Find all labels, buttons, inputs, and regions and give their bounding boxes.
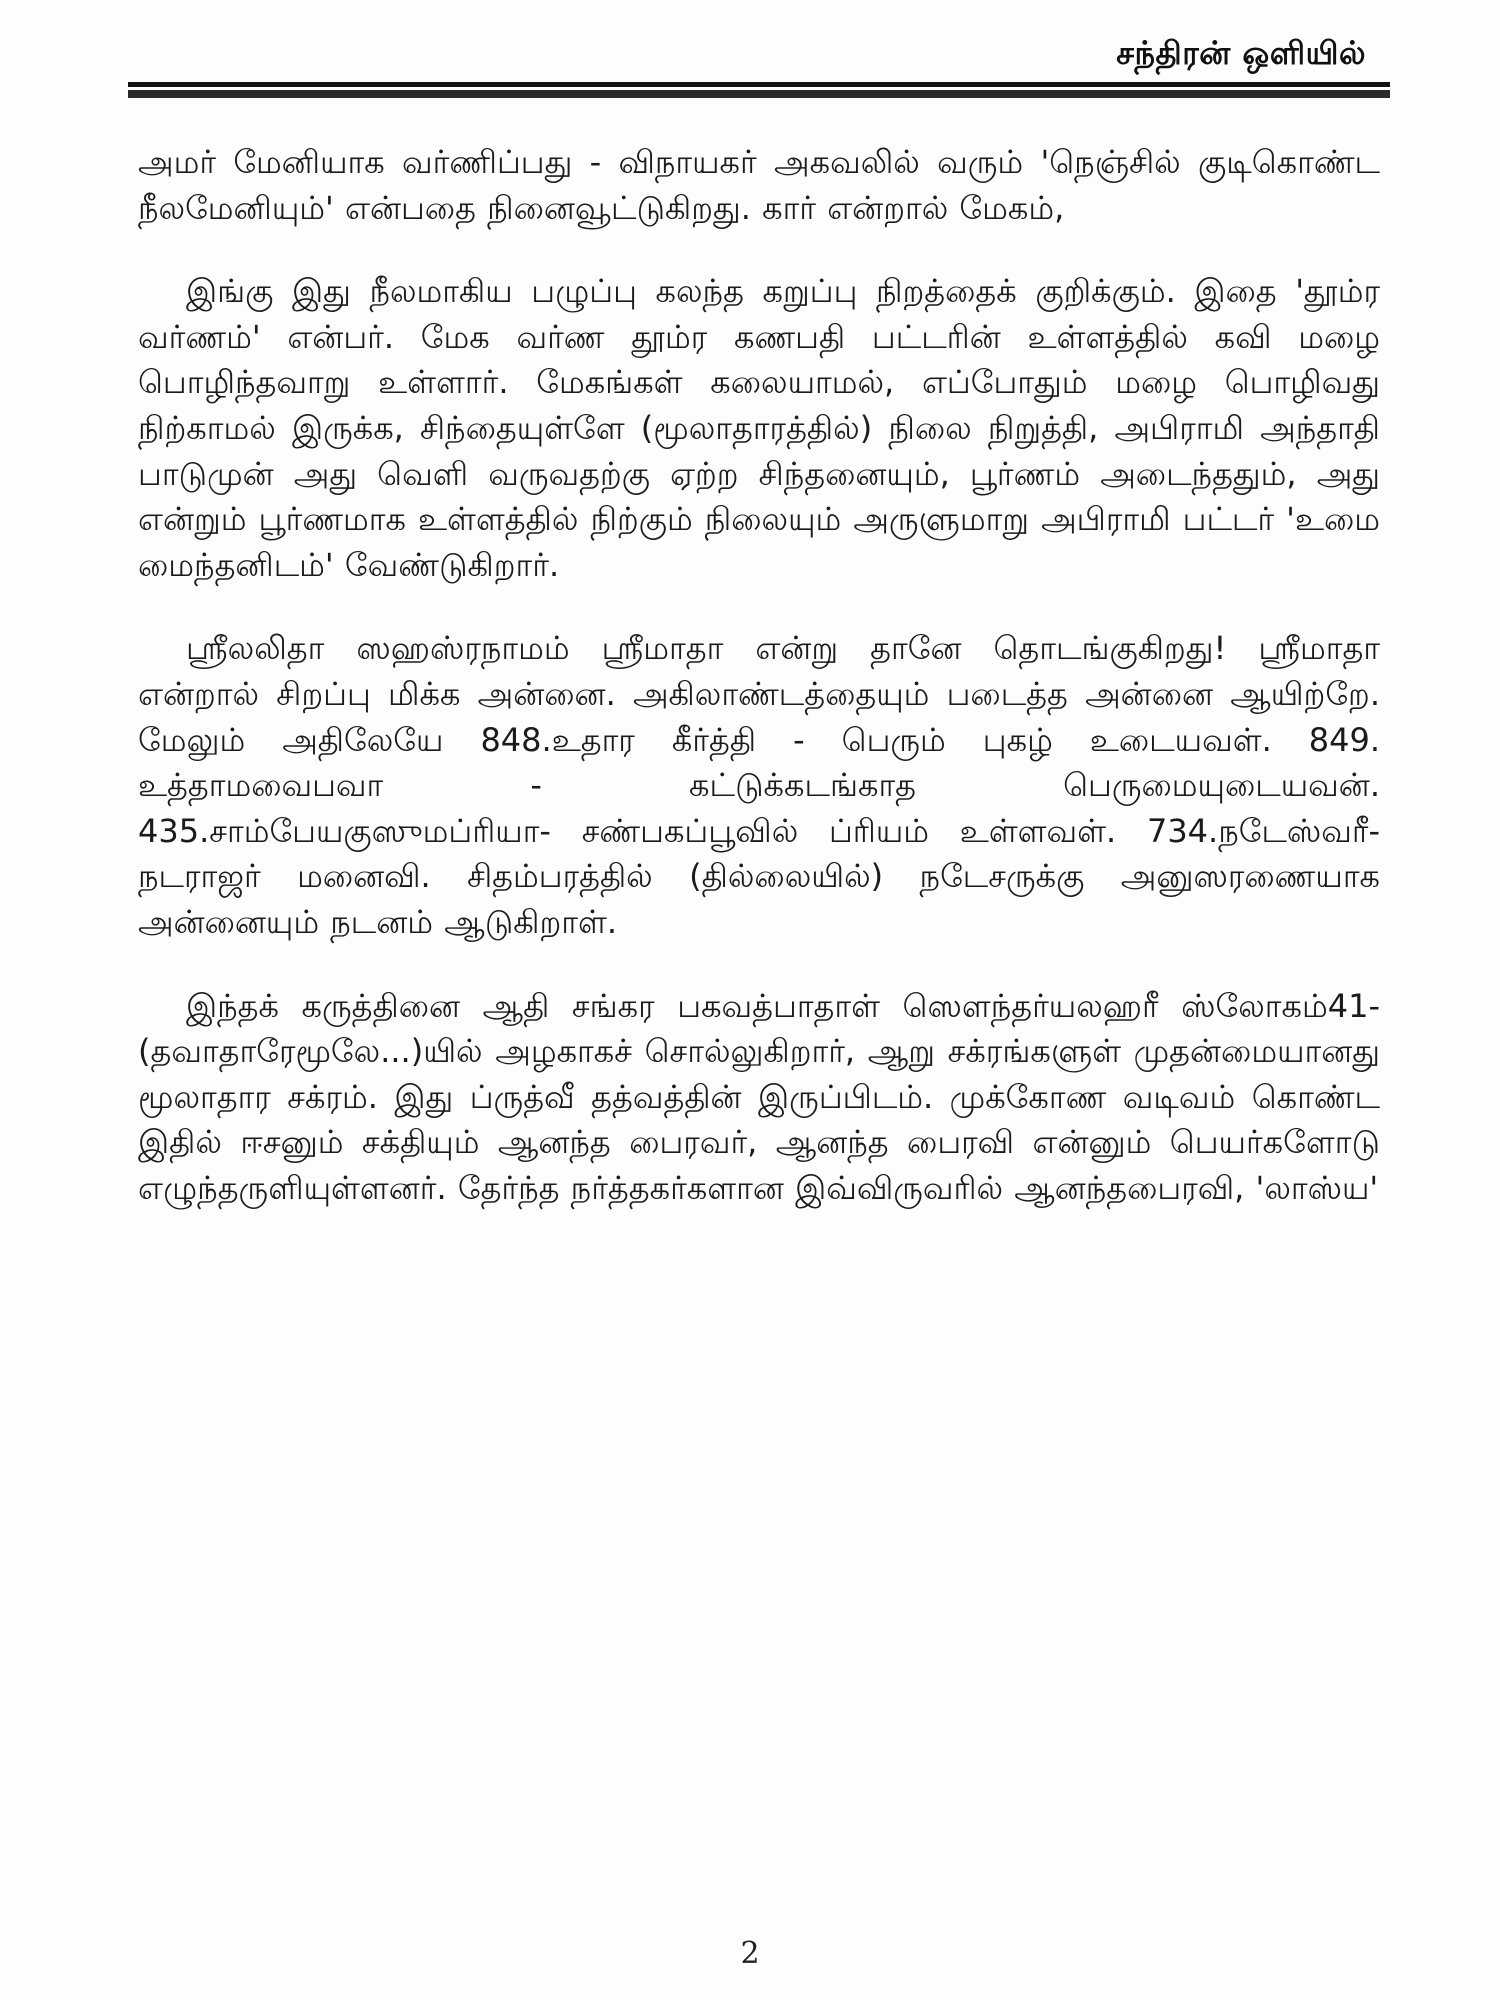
paragraph: இங்கு இது நீலமாகிய பழுப்பு கலந்த கறுப்பு நிறத்தைக் குறிக்கும். இதை 'தூம்ர வர்ணம்' என்பர். மேக வர்ண தூம்ர கணபதி பட்டரின் உள்ளத்தில் கவி மழை பொழிந்தவாறு உள்ளார். மேகங்கள் கலையாமல், எப்போதும் மழை பொழிவது நிற்காமல் இருக்க, சிந்தையுள்ளே (மூலாதாரத்தில்) நிலை நிறுத்தி, அபிராமி அந்தாதி பாடுமுன் அது வெளி வருவதற்கு ஏற்ற சிந்தனையும், பூர்ணம் அடைந்ததும், அது என்றும் பூர்ணமாக உள்ளத்தில் நிற்கும் நிலையும் அருளுமாறு அபிராமி பட்டர் 'உமை மைந்தனிடம்' வேண்டுகிறார். (138, 272, 1381, 584)
running-header (128, 30, 1390, 90)
paragraph: ஸ்ரீலலிதா ஸஹஸ்ரநாமம் ஸ்ரீமாதா என்று தானே தொடங்குகிறது! ஸ்ரீமாதா என்றால் சிறப்பு மிக்க அன்னை. அகிலாண்டத்தையும் படைத்த அன்னை ஆயிற்றே. மேலும் அதிலேயே 848.உதார கீர்த்தி - பெரும் புகழ் உடையவள். 849. உத்தாமவைபவா - கட்டுக்கடங்காத பெருமையுடையவன். 435.சாம்பேயகுஸுமப்ரியா- சண்பகப்பூவில் ப்ரியம் உள்ளவள். 734.நடேஸ்வரீ- நடராஜர் மனைவி. சிதம்பரத்தில் (தில்லையில்) நடேசருக்கு அனுஸரணையாக அன்னையும் நடனம் ஆடுகிறாள். (138, 629, 1380, 941)
paragraph: இந்தக் கருத்தினை ஆதி சங்கர பகவத்பாதாள் ஸௌந்தர்யலஹரீ ஸ்லோகம்41- (தவாதாரேமூலே...)யில் அழகாகச் சொல்லுகிறார், ஆறு சக்ரங்களுள் முதன்மையானது மூலாதார சக்ரம். இது ப்ருத்வீ தத்வத்தின் இருப்பிடம். முக்கோண வடிவம் கொண்ட இதில் ஈசனும் சக்தியும் ஆனந்த பைரவர், ஆனந்த பைரவி என்னும் பெயர்களோடு எழுந்தருளியுள்ளனர். தேர்ந்த நர்த்தகர்களான இவ்விருவரில் ஆனந்தபைரவி, 'லாஸ்ய' (138, 986, 1380, 1207)
running-header-title: சந்திரன் ஒளியில் (1116, 34, 1366, 72)
page-number: 2 (740, 1936, 760, 1971)
header-rule-bar (128, 90, 1390, 98)
body-text (138, 140, 1380, 1249)
header-rule (128, 82, 1390, 87)
paragraph: அமர் மேனியாக வர்ணிப்பது - விநாயகர் அகவலில் வரும் 'நெஞ்சில் குடிகொண்ட நீலமேனியும்' என்பதை நினைவூட்டுகிறது. கார் என்றால் மேகம், (138, 143, 1380, 227)
